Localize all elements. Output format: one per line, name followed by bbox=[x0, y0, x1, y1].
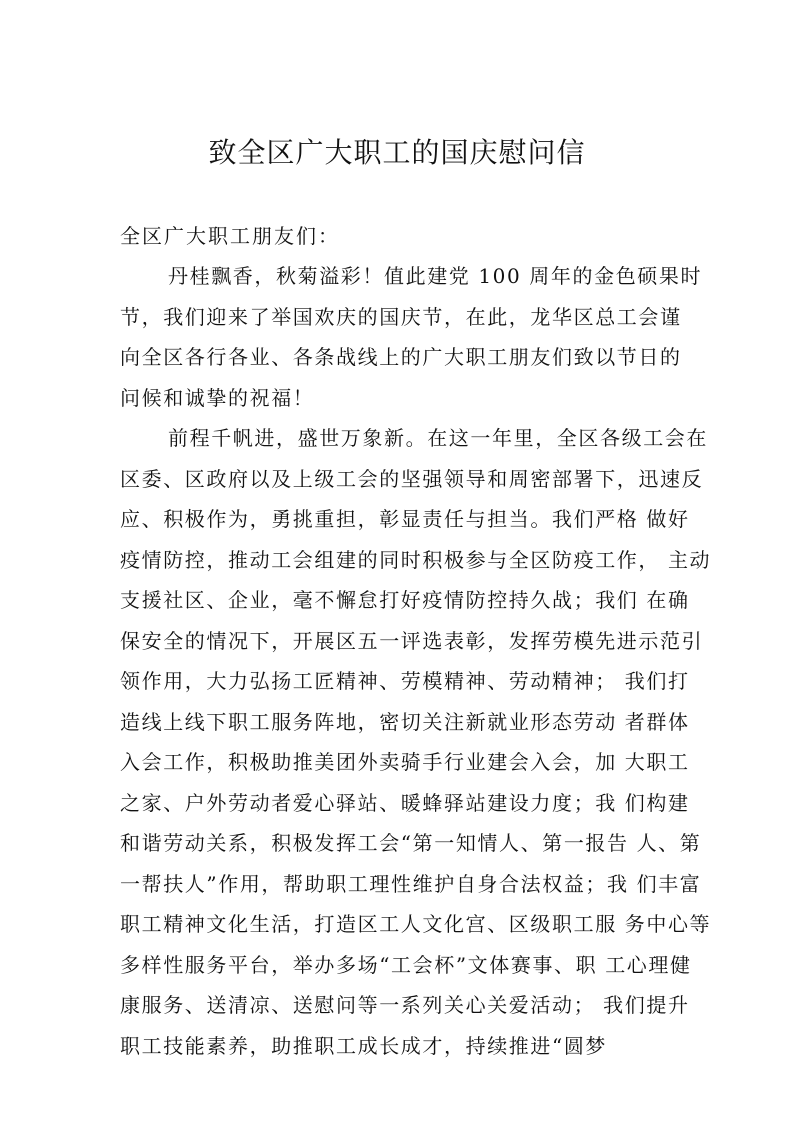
text-line: 入会工作，积极助推美团外卖骑手行业建会入会，加 大职工 bbox=[120, 750, 690, 774]
text-line: 向全区各行各业、各条战线上的广大职工朋友们致以节日的 bbox=[120, 345, 682, 369]
text-line: 造线上线下职工服务阵地，密切关注新就业形态劳动 者群体 bbox=[120, 709, 690, 734]
text-line: 领作用，大力弘扬工匠精神、劳模精神、劳动精神； 我们打 bbox=[120, 669, 690, 693]
text-line: 应、积极作为，勇挑重担，彰显责任与担当。我们严格 做好 bbox=[120, 507, 690, 531]
text-line: 职工技能素养，助推职工成长成才，持续推进“圆梦 bbox=[120, 1033, 608, 1058]
text-line: 节，我们迎来了举国欢庆的国庆节，在此，龙华区总工会谨 bbox=[120, 304, 682, 329]
text-line: 丹桂飘香，秋菊溢彩！值此建党 100 周年的金色硕果时 bbox=[168, 264, 703, 288]
text-line: 一帮扶人”作用，帮助职工理性维护自身合法权益；我 们丰富 bbox=[120, 871, 702, 896]
text-line: 保安全的情况下，开展区五一评选表彰，发挥劳模先进示范引 bbox=[120, 628, 704, 653]
text-line: 多样性服务平台，举办多场“工会杯”文体赛事、职 工心理健 bbox=[120, 952, 692, 977]
paragraph-review bbox=[120, 418, 712, 1066]
text-line: 前程千帆进，盛世万象新。在这一年里，全区各级工会在 bbox=[168, 426, 708, 450]
text-line: 区委、区政府以及上级工会的坚强领导和周密部署下，迅速反 bbox=[120, 466, 704, 491]
text-line: 疫情防控，推动工会组建的同时积极参与全区防疫工作， 主动 bbox=[120, 547, 712, 572]
paragraph-greeting bbox=[120, 256, 703, 418]
text-line: 支援社区、企业，毫不懈怠打好疫情防控持久战；我们 在确 bbox=[120, 588, 690, 612]
salutation: 全区广大职工朋友们： bbox=[120, 224, 340, 248]
document-title: 致全区广大职工的国庆慰问信 bbox=[208, 136, 586, 169]
text-line: 康服务、送清凉、送慰问等一系列关心关爱活动； 我们提升 bbox=[120, 993, 690, 1017]
text-line: 职工精神文化生活，打造区工人文化宫、区级职工服 务中心等 bbox=[120, 912, 712, 936]
text-line: 之家、户外劳动者爱心驿站、暖蜂驿站建设力度；我 们构建 bbox=[120, 790, 690, 815]
text-line: 和谐劳动关系，积极发挥工会“第一知情人、第一报告 人、第 bbox=[120, 831, 702, 855]
text-line: 问候和诚挚的祝福！ bbox=[120, 385, 315, 410]
letter-body bbox=[120, 216, 712, 1066]
